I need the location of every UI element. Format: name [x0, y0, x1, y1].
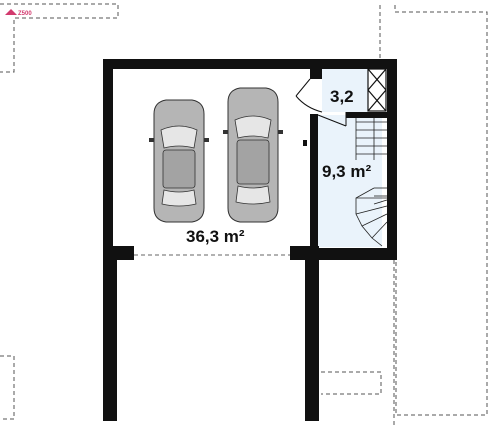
outline-bottom-left: [0, 356, 14, 419]
outline-bottom-middle: [321, 372, 381, 394]
car-left-icon: [149, 100, 209, 222]
stairs-area-label: 9,3 m²: [322, 162, 372, 181]
wall-top: [103, 59, 397, 69]
z500-logo: [5, 9, 32, 17]
wall-extension-left: [103, 255, 117, 421]
wall-utility-bottom: [346, 112, 387, 118]
garage-area-label: 36,3 m²: [186, 227, 245, 246]
logo-text: Z500: [18, 11, 32, 17]
post-marker: [303, 140, 307, 146]
car-right-icon: [223, 88, 283, 222]
wall-bottom-right: [319, 248, 387, 260]
utility-area-label: 3,2: [330, 87, 354, 106]
wall-extension-right: [305, 255, 319, 421]
stairs-room-fill: [317, 115, 382, 247]
utility-door-swing: [296, 79, 322, 112]
shaft-box: [368, 69, 386, 111]
wall-utility-stub: [310, 69, 322, 79]
wall-right: [387, 59, 397, 260]
wall-partition: [310, 114, 318, 248]
wall-left: [103, 59, 113, 260]
ventilation-shaft: [368, 69, 386, 111]
house-logo-icon: [5, 9, 17, 15]
